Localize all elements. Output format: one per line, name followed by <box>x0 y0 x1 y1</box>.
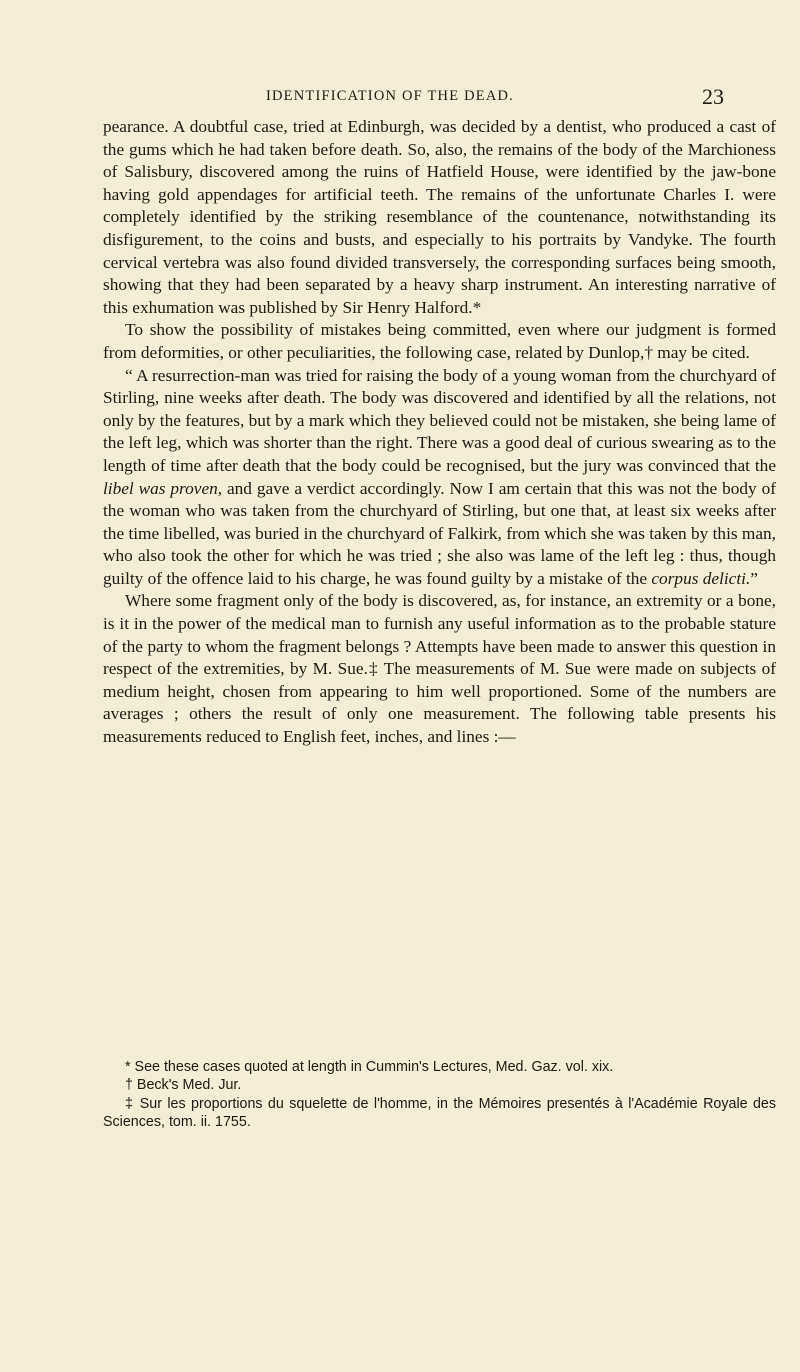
page-number: 23 <box>702 84 724 109</box>
footnote-2: † Beck's Med. Jur. <box>125 1077 242 1094</box>
running-header <box>0 84 800 110</box>
running-title: IDENTIFICATION OF THE DEAD. <box>265 88 514 104</box>
quote-text-part-2: and gave a verdict accordingly. Now I am certain that this was not the body of the woman who was taken from the churchyard of Stirling, but one that, at least six weeks after the time libelled, was buried in the churchyard of Falkirk, from which she was taken by this man, who also took the other for which he was tried ; she also was lame of the left leg : thus, though guilty of the offence laid to his charge, he was found guilty by a mistake of the <box>103 478 776 588</box>
paragraph-fragment-stature: Where some fragment only of the body is discovered, as, for instance, an extremity or a bone, is it in the power of the medical man to furnish any useful information as to the probable stature of the party to whom the fragment belongs ? Attempts have been made to answer this question in respect of the extremities, by M. Sue.‡ The measurements of M. Sue were made on subjects of medium height, chosen from appearing to him well proportioned. Some of the numbers are averages ; others the result of only one measurement. The following table presents his measurements reduced to English feet, inches, and lines :— <box>103 591 776 747</box>
quote-text-part-1: “ A resurrection-man was tried for raising the body of a young woman from the churchyard of Stirling, nine weeks after death. The body was discovered and identified by all the relations, not only by the features, but by a mark which they believed could not be mistaken, she being lame of the left leg, which was shorter than the right. There was a good deal of curious swearing as to the length of time after death that the body could be recognised, but the jury was convinced that the <box>103 365 776 475</box>
quote-italic-corpus: corpus delicti. <box>651 568 751 588</box>
footnotes <box>103 1058 776 1132</box>
paragraph-dunlop-intro: To show the possibility of mistakes being committed, even where our judgment is formed from deformities, or other peculiarities, the following case, related by Dunlop,† may be cited. <box>103 320 776 362</box>
body-text <box>103 116 776 749</box>
footnote-3: ‡ Sur les proportions du squelette de l'homme, in the Mémoires presentés à l'Académie Royale des Sciences, tom. ii. 1755. <box>103 1095 776 1131</box>
quote-closing-mark: ” <box>750 568 758 588</box>
quote-italic-libel: libel was proven, <box>103 478 223 498</box>
paragraph-continuation: pearance. A doubtful case, tried at Edinburgh, was decided by a dentist, who produced a cast of the gums which he had taken before death. So, also, the remains of the body of the Marchioness of Salisbury, discovered among the ruins of Hatfield House, were identified by the jaw-bone having gold appendages for artificial teeth. The remains of the unfortunate Charles I. were completely identified by the striking resemblance of the countenance, notwithstanding its disfigurement, to the coins and busts, and especially to his portraits by Vandyke. The fourth cervical vertebra was also found divided transversely, the corresponding surfaces being smooth, showing that they had been separated by a heavy sharp instrument. An interesting narrative of this exhumation was published by Sir Henry Halford.* <box>103 117 776 317</box>
footnote-1: * See these cases quoted at length in Cummin's Lectures, Med. Gaz. vol. xix. <box>125 1059 614 1075</box>
paragraph-quoted-case <box>103 365 776 591</box>
